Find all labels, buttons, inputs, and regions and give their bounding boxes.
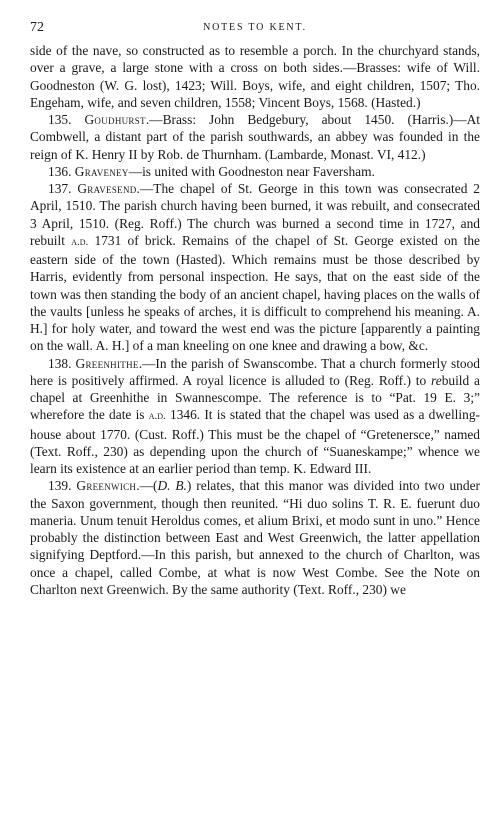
body-text	[30, 42, 480, 598]
text-run: .—Brass: John Bedgebury, about 1450. (Harris.)—At Combwell, a distant part of the parish southwards, an abbey was founded in the reign of K. Henry II by Rob. de Thurnham. (Lambarde, Monast. VI, 412.)	[30, 112, 481, 162]
document-page	[30, 20, 480, 598]
text-run: build a chapel at Greenhithe in Swannescompe. The reference is to “Pat. 19 E. 3;” wherefore the date is	[30, 372, 480, 423]
text-run: 135.	[48, 112, 85, 127]
entry-heading: Gravesend	[77, 181, 137, 196]
era-abbreviation: a.d.	[71, 235, 89, 248]
entry-heading: Goudhurst	[84, 112, 146, 127]
paragraph-p0	[30, 42, 480, 111]
text-run: .—In the parish of Swanscombe. That a church formerly stood here is positively affirmed. A royal licence is alluded to (Reg. Roff.) to	[30, 355, 481, 388]
text-run: 136.	[48, 163, 75, 179]
text-run: —is united with Goodneston near Faversham.	[128, 163, 375, 179]
text-run: 139.	[48, 478, 77, 494]
page-number: 72	[30, 20, 44, 35]
paragraph-p137	[30, 180, 480, 355]
paragraph-p135	[30, 111, 480, 163]
text-run: 1731 of brick. Remains of the chapel of St. George existed on the eastern side of the town (Hasted). Which remains must be those described by Harris, evidently from personal inspection. He says, that on the east side of the town was then standing the body of an ancient chapel, having places on the walls of the vaults [unless he speaks of arches, it is difficult to comprehend his meaning. A. H.] for holy water, and toward the west end was the picture [apparently a painting on the wall. A. H.] of a man kneeling on one knee and drawing a bow, &c.	[30, 232, 480, 354]
text-run: .—(	[136, 478, 158, 494]
entry-heading: Greenwich	[76, 478, 137, 494]
italic-text: re	[431, 372, 442, 388]
page-header	[30, 20, 480, 38]
entry-heading: Greenhithe	[75, 355, 139, 371]
running-title: NOTES TO KENT.	[203, 22, 307, 33]
text-run: side of the nave, so constructed as to resemble a porch. In the churchyard stands, over a grave, a large stone with a cross on both sides.—Brasses: wife of Will. Goodneston (W. G. lost), 1423; Will. Boys, wife, and eight children, 1507; Tho. Engeham, wife, and seven children, 1558; Vincent Boys, 1568. (Hasted.)	[30, 43, 480, 110]
entry-heading: Graveney	[74, 163, 129, 179]
text-run: 1346. It is stated that the chapel was used as a dwelling-house about 1770. (Cust. Roff.) This must be the chapel of “Gretenersce,” named (Text. Roff., 230) as depending upon the church of “Suaneskampe;” whence we learn its existence at an earlier period than temp. K. Edward III.	[30, 407, 480, 476]
era-abbreviation: a.d.	[148, 410, 166, 423]
text-run: ) relates, that this manor was divided into two under the Saxon government, though then reunited. “Hi duo solins T. R. E. fuerunt duo maneria. Unum tenuit Heroldus comes, et alium Brixi, et modo sunt in uno.” Hence probably the distinction between East and West Greenwich, the latter appellation signifying Deptford.—In this parish, but annexed to the church of Charlton, was once a chapel, called Combe, at what is now West Combe. See the Note on Charlton next Greenwich. By the same authority (Text. Roff., 230) we	[30, 478, 480, 597]
text-run: 138.	[48, 355, 76, 371]
paragraph-p139	[30, 477, 480, 598]
text-run: 137.	[48, 181, 78, 196]
paragraph-p136	[30, 163, 480, 180]
text-run: .—The chapel of St. George in this town was consecrated 2 April, 1510. The parish church having been burned, it was rebuilt, and consecrated 3 April, 1510. (Reg. Roff.) The church was burned a second time in 1727, and rebuilt	[30, 181, 480, 248]
paragraph-p138	[30, 355, 480, 478]
italic-text: D. B.	[157, 478, 187, 494]
